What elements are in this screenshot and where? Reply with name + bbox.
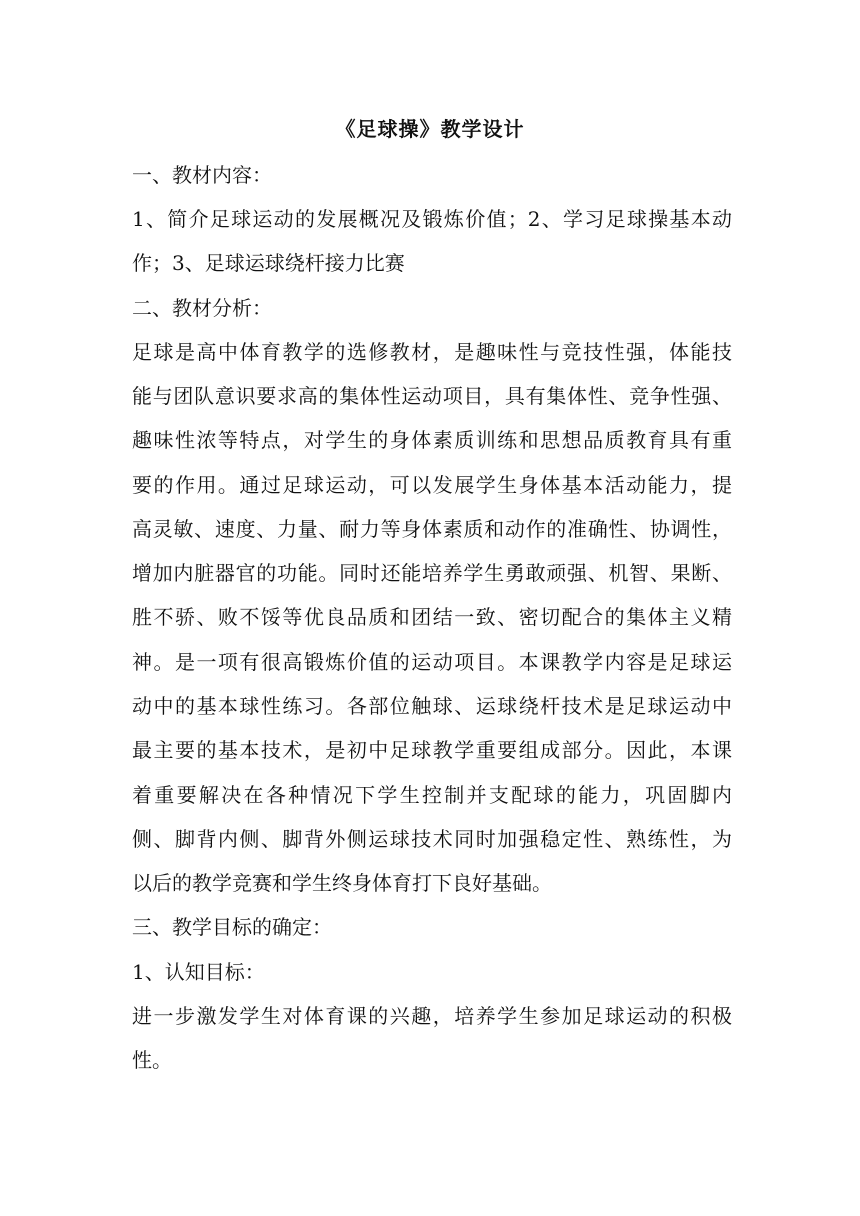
paragraph-line: 足球是高中体育教学的选修教材，是趣味性与竞技性强，体能技: [132, 340, 732, 364]
paragraph-line: 神。是一项有很高锻炼价值的运动项目。本课教学内容是足球运: [132, 650, 732, 674]
paragraph-line: 性。: [132, 1048, 172, 1072]
paragraph-line: 胜不骄、败不馁等优良品质和团结一致、密切配合的集体主义精: [132, 605, 732, 629]
paragraph-line: 着重要解决在各种情况下学生控制并支配球的能力，巩固脚内: [132, 783, 732, 807]
paragraph-line: 作；3、足球运球绕杆接力比赛: [132, 251, 405, 275]
paragraph-line: 最主要的基本技术，是初中足球教学重要组成部分。因此，本课: [132, 738, 732, 762]
document-title: 《足球操》教学设计: [335, 117, 525, 141]
paragraph-line: 能与团队意识要求高的集体性运动项目，具有集体性、竞争性强、: [132, 384, 732, 408]
section-heading-analysis: 二、教材分析：: [132, 296, 272, 320]
paragraph-line: 增加内脏器官的功能。同时还能培养学生勇敢顽强、机智、果断、: [132, 561, 732, 585]
paragraph-line: 趣味性浓等特点，对学生的身体素质训练和思想品质教育具有重: [132, 428, 732, 452]
subheading-cognitive-objective: 1、认知目标：: [132, 960, 265, 984]
section-heading-objectives: 三、教学目标的确定：: [132, 915, 332, 939]
paragraph-line: 侧、脚背内侧、脚背外侧运球技术同时加强稳定性、熟练性，为: [132, 827, 732, 851]
paragraph-line: 以后的教学竞赛和学生终身体育打下良好基础。: [132, 871, 552, 895]
paragraph-line: 要的作用。通过足球运动，可以发展学生身体基本活动能力，提: [132, 473, 732, 497]
section-heading-content: 一、教材内容：: [132, 163, 272, 187]
paragraph-line: 进一步激发学生对体育课的兴趣，培养学生参加足球运动的积极: [132, 1004, 732, 1028]
paragraph-line: 高灵敏、速度、力量、耐力等身体素质和动作的准确性、协调性，: [132, 517, 732, 541]
paragraph-line: 动中的基本球性练习。各部位触球、运球绕杆技术是足球运动中: [132, 694, 732, 718]
paragraph-line: 1、简介足球运动的发展概况及锻炼价值；2、学习足球操基本动: [132, 207, 732, 231]
